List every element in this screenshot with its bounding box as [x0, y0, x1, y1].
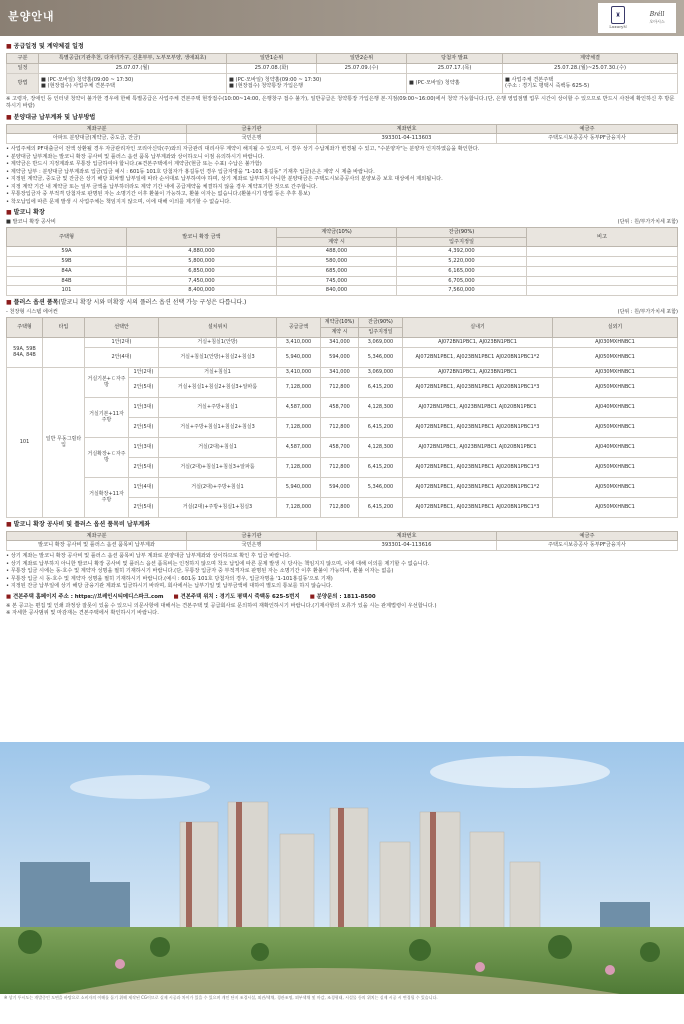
- th: 실외기: [553, 317, 678, 337]
- cell: 393301-04-113616: [317, 541, 497, 551]
- cell: 7,128,000: [277, 377, 321, 397]
- cell: 341,000: [321, 367, 359, 377]
- th: 계약 시: [321, 327, 359, 337]
- th: 일반2순위: [317, 53, 407, 63]
- th: 계좌번호: [317, 124, 497, 134]
- cell: 거실기본+ㄷ자주방: [85, 367, 129, 397]
- cell: 594,000: [321, 347, 359, 367]
- cell: 25.07.07.(월): [39, 63, 227, 73]
- main-content: [0, 36, 684, 618]
- option-account-table: [6, 531, 678, 552]
- brand-logos: [598, 3, 676, 33]
- cell: AJ040MXHNBC1: [553, 437, 678, 457]
- cell: 거실+주방+침실1+침실2+침실3: [159, 417, 277, 437]
- table-row: [7, 63, 678, 73]
- cell: 840,000: [277, 286, 397, 296]
- cell: 3,069,000: [359, 367, 403, 377]
- note-text: • 지정 계약 기간 내 계약금 또는 일부 금액을 납부하더라도 계약 기간 내에 공급계약을 체결하지 않을 경우 계약포기한 것으로 간주합니다.: [6, 183, 318, 190]
- cell: 594,000: [321, 477, 359, 497]
- th: 잔금(90%): [359, 317, 403, 327]
- table-header-row: [7, 531, 678, 541]
- bullet-icon: ■: [6, 299, 12, 307]
- th: 당첨자 발표: [407, 53, 503, 63]
- th: 잔금(90%): [397, 227, 527, 237]
- cell: 59A, 59B 84A, 84B: [7, 337, 43, 367]
- cell: 488,000: [277, 247, 397, 257]
- cell: 3,069,000: [359, 337, 403, 347]
- rendering-footnote: ※ 상기 투시도는 개발중인 도면을 바탕으로 소비자의 이해를 돕기 위해 제작된 CG이므로 실제 시공과 차이가 있을 수 있으며 개인 단지 조경시설, 외관/색채, 경관조명, 외부색채 및 마감, 조경형태, 시설물 등의 위치는 실제 시공 시 변경될 수 있습니다.: [4, 995, 438, 1000]
- note-text: • 상기 계좌로 납부하지 아니한 발코니 확장 공사비 및 플러스 옵션 품목비는 인정하지 않으며 착오 납입에 따른 문제 발생 시 당사는 책임지지 않으며, 이에 대해 이의를 제기할 수 없습니다.: [6, 560, 430, 567]
- cell: 712,800: [321, 417, 359, 437]
- brand-logo-2-mark: Bréll: [649, 11, 665, 19]
- cell: 5,220,000: [397, 257, 527, 267]
- table-row: [7, 397, 678, 417]
- cell: 1안(4대): [129, 477, 159, 497]
- brand-logo-2-text: 오아시스: [649, 18, 665, 24]
- cell: 6,415,200: [359, 377, 403, 397]
- th: 계약금(10%): [321, 317, 359, 327]
- th: 계좌구분: [7, 124, 187, 134]
- cell: AJ072BN1PBC1, AJ023BN1PBC1 AJ020BN1PBC1*3: [403, 417, 553, 437]
- cell: AJ050MXHNBC1: [553, 477, 678, 497]
- cell: 3,410,000: [277, 337, 321, 347]
- phone-text: 분양문의 : 1811-8500: [316, 593, 376, 600]
- cell-line: ■ (PC·모바일) 청약홈(09:00 ~ 17:30): [41, 76, 134, 83]
- th: 주택형: [7, 317, 43, 337]
- cell: 거실확장+11자주방: [85, 477, 129, 517]
- th: 금융기관: [187, 531, 317, 541]
- cell: AJ050MXHNBC1: [553, 457, 678, 477]
- table-row: [7, 541, 678, 551]
- crest-icon: ♜: [611, 6, 625, 24]
- cell: 거실+침실1(안방): [159, 337, 277, 347]
- options-subtitle: - 천장형 시스템 에어컨: [6, 309, 58, 315]
- cell: 2안(5대): [129, 457, 159, 477]
- table-row: [7, 247, 678, 257]
- cell: 5,940,000: [277, 347, 321, 367]
- cell: 거실기본+11자주방: [85, 397, 129, 437]
- cell: 3,410,000: [277, 367, 321, 377]
- table-row: [7, 437, 678, 457]
- complex-rendering-image: [0, 742, 684, 994]
- cell: 2안(5대): [129, 417, 159, 437]
- cell: 거실(2대)+주방+침실1: [159, 477, 277, 497]
- cell-line: (주소 : 경기도 평택시 죽백동 625-5): [505, 83, 590, 90]
- section-title-options: ■ 플러스 옵션 품목 (발코니 확장 시와 미확장 시의 플러스 옵션 선택 가능 구성은 다릅니다.): [6, 299, 247, 307]
- th: 타입: [43, 317, 85, 337]
- cell: AJ072BN1PBC1, AJ023BN1PBC1 AJ020BN1PBC1*3: [403, 457, 553, 477]
- table-row: [7, 134, 678, 144]
- cell: ■ (PC·모바일) 청약홈: [407, 73, 503, 93]
- cell: 5,800,000: [127, 257, 277, 267]
- cell: 1안(3대): [129, 437, 159, 457]
- note-text: ※ 자세한 공사범위 및 마감재는 견본주택에서 확인하시기 바랍니다.: [6, 610, 159, 617]
- cell: [527, 257, 678, 267]
- note-text: • 분양대금 납부계좌는 발코니 확장 공사비 및 플러스 옵션 품목 납부계좌와 상이하오니 이점 유의하시기 바랍니다.: [6, 153, 265, 160]
- section-title-option-account: ■ 발코니 확장 공사비 및 플러스 옵션 품목비 납부계좌: [6, 520, 151, 528]
- cell-line: ■ (현장접수) 청약통장 가입은행: [229, 83, 304, 90]
- th: 선택안: [85, 317, 159, 337]
- payment-account-table: [6, 124, 678, 145]
- th: 비고: [527, 227, 678, 247]
- homepage-link[interactable]: ■ 견본주택 홈페이지 주소 : https://브레인시티메디스파크.com: [6, 593, 164, 600]
- cell: AJ050MXHNBC1: [553, 497, 678, 517]
- cell-line: ■ (PC·모바일) 청약홈(09:00 ~ 17:30): [229, 76, 322, 83]
- cell: AJ030MXHNBC1: [553, 337, 678, 347]
- cell: [503, 73, 678, 93]
- options-subheader: [6, 309, 678, 317]
- options-unit: (단위 : 원/부가가치세 포함): [617, 309, 678, 315]
- cell: 6,415,200: [359, 417, 403, 437]
- cell: 4,392,000: [397, 247, 527, 257]
- table-row: [7, 367, 678, 377]
- cell: AJ072BN1PBC1, AJ023BN1PBC1 AJ020BN1PBC1: [403, 397, 553, 417]
- th: 일반1순위: [227, 53, 317, 63]
- table-row: [7, 266, 678, 276]
- th: 계약 시: [277, 237, 397, 247]
- payment-notes: [6, 146, 678, 206]
- cell: 1안(2대): [129, 367, 159, 377]
- th: 구분: [7, 53, 39, 63]
- schedule-table: [6, 53, 678, 94]
- note-text: • 착오납입에 따른 문제 발생 시 사업주체는 책임지지 않으며, 이에 대해 이의를 제기할 수 없습니다.: [6, 198, 231, 205]
- section-title-balcony: ■ 발코니 확장: [6, 209, 45, 217]
- options-table: [6, 317, 678, 518]
- cell: 국민은행: [187, 134, 317, 144]
- cell: AJ040MXHNBC1: [553, 397, 678, 417]
- cell: 발코니 확장 공사비 및 플러스 옵션 품목비 납부계좌: [7, 541, 187, 551]
- cell: 일정: [7, 63, 39, 73]
- cell: AJ072BN1PBC1, AJ023BN1PBC1: [403, 367, 553, 377]
- page-header: [0, 0, 684, 36]
- cell: 7,560,000: [397, 286, 527, 296]
- cell: [39, 73, 227, 93]
- schedule-note: [6, 96, 678, 111]
- th: 특별공급(기관추천, 다자녀가구, 신혼부부, 노부모부양, 생애최초): [39, 53, 227, 63]
- cell: 8,400,000: [127, 286, 277, 296]
- cell: 59A: [7, 247, 127, 257]
- cell: 일반 무동그릴타입: [43, 367, 85, 517]
- cell: 84B: [7, 276, 127, 286]
- cell: [527, 276, 678, 286]
- table-row: [7, 257, 678, 267]
- table-header-row: [7, 227, 678, 237]
- table-row: [7, 276, 678, 286]
- cell: 6,850,000: [127, 266, 277, 276]
- th: 주택형: [7, 227, 127, 247]
- note-text: ※ 본 공고는 편집 및 인쇄 과정상 잘못이 있을 수 있으니 의문사항에 대해서는 견본주택 및 공급회사로 문의하여 재확인하시기 바랍니다.(기재사항의 오류가 있을 시는 관계법령이 우선합니다.): [6, 602, 437, 609]
- table-row: [7, 347, 678, 367]
- cell: 6,705,000: [397, 276, 527, 286]
- cell: 25.07.08.(화): [227, 63, 317, 73]
- cell: 7,128,000: [277, 457, 321, 477]
- cell: AJ050MXHNBC1: [553, 417, 678, 437]
- cell: 2안(4대): [85, 347, 159, 367]
- bullet-icon: ■: [6, 113, 12, 121]
- balcony-subheader: [6, 219, 678, 227]
- th: 금융기관: [187, 124, 317, 134]
- cell: 712,800: [321, 497, 359, 517]
- cell: 5,940,000: [277, 477, 321, 497]
- bullet-icon: ■: [6, 43, 12, 50]
- cell: 1안(3대): [129, 397, 159, 417]
- cell: 거실(2대)+침실1+침실3+알파룸: [159, 457, 277, 477]
- table-row: [7, 337, 678, 347]
- homepage-text: 견본주택 홈페이지 주소 : https://브레인시티메디스파크.com: [12, 593, 164, 600]
- cell: AJ072BN1PBC1, AJ023BN1PBC1 AJ020BN1PBC1*3: [403, 497, 553, 517]
- cell: 393301-04-113603: [317, 134, 497, 144]
- cell: [227, 73, 407, 93]
- cell: [527, 266, 678, 276]
- th: 입주지정일: [397, 237, 527, 247]
- cell: AJ072BN1PBC1, AJ023BN1PBC1 AJ020BN1PBC1: [403, 437, 553, 457]
- th: 계좌번호: [317, 531, 497, 541]
- table-row: [7, 477, 678, 497]
- cell: 341,000: [321, 337, 359, 347]
- section-title-schedule: ■ 공급일정 및 계약체결 일정: [6, 43, 84, 50]
- option-account-notes: [6, 553, 678, 591]
- cell: 2안(5대): [129, 377, 159, 397]
- cell: 주택도시보증공사 동부PF금융지사: [497, 541, 678, 551]
- th: 예금주: [497, 531, 678, 541]
- cell: 거실+침실1+침실2+침실3+알파룸: [159, 377, 277, 397]
- note-text: • 사업주체의 PF대출금이 전액 상환될 경우 자금관리자인 코리아신탁(주)와의 자금관리 대리사무 계약이 해지될 수 있으며, 이 경우 상기 수납계좌가 변경될 수 있고, "수분양자"는 분양자 인지하였음을 확인한다.: [6, 146, 480, 153]
- brand-logo-2: [649, 12, 664, 24]
- cell: 거실확장+ㄷ자주방: [85, 437, 129, 477]
- cell: 4,880,000: [127, 247, 277, 257]
- cell: 712,800: [321, 457, 359, 477]
- th: 계약금(10%): [277, 227, 397, 237]
- cell: 25.07.28.(월)~25.07.30.(수): [503, 63, 678, 73]
- table-header-row: [7, 124, 678, 134]
- location-text: 견본주택 위치 : 경기도 평택시 죽백동 625-5번지: [180, 593, 300, 600]
- cell-line: ■ (현장접수) 사업주체 견본주택: [41, 83, 116, 90]
- th: 실내기: [403, 317, 553, 337]
- cell: AJ050MXHNBC1: [553, 377, 678, 397]
- note-text: • 계약금은 반드시 지정계좌로 무통장 입금하여야 합니다.(※견본주택에서 계약금(현금 또는 수표) 수납은 불가함): [6, 161, 262, 168]
- th: 계좌구분: [7, 531, 187, 541]
- cell: 4,587,000: [277, 397, 321, 417]
- balcony-subtitle: ■ 발코니 확장 공사비: [6, 219, 56, 226]
- cell: 7,128,000: [277, 497, 321, 517]
- cell: 458,700: [321, 437, 359, 457]
- rendering-svg: [0, 742, 684, 994]
- th: 예금주: [497, 124, 678, 134]
- options-title-note: (발코니 확장 시와 미확장 시의 플러스 옵션 선택 가능 구성은 다릅니다.): [58, 299, 247, 307]
- cell: 580,000: [277, 257, 397, 267]
- note-text: ※ 고령자, 장애인 등 인터넷 청약이 불가한 경우에 한해 특별공급은 사업주체 견본주택 현장접수(10:00~14:00, 은행창구 접수 불가), 일반공급은 청약통장 가입은행 본·지점(09:00~16:00)에서 청약 가능합니다.(단, 은행 영업점별 업무 시간이 상이할 수 있으므로 반드시 사전에 확인하신 후 방문하시기 바람): [6, 95, 675, 110]
- brand-logo-1: [609, 6, 627, 29]
- cell: 101: [7, 367, 43, 517]
- cell: 5,346,000: [359, 347, 403, 367]
- cell: [43, 337, 85, 367]
- cell: 5,346,000: [359, 477, 403, 497]
- balcony-unit: (단위 : 원/부가가치세 포함): [617, 219, 678, 226]
- th: 발코니 확장 금액: [127, 227, 277, 247]
- balcony-table: [6, 227, 678, 296]
- cell: 거실(2대)+주방+침실1+침실3: [159, 497, 277, 517]
- th: 계약체결: [503, 53, 678, 63]
- table-row: [7, 286, 678, 296]
- disclaimer: [6, 603, 678, 618]
- cell: 방법: [7, 73, 39, 93]
- cell: AJ050MXHNBC1: [553, 347, 678, 367]
- cell: 59B: [7, 257, 127, 267]
- cell: 거실+침실1: [159, 367, 277, 377]
- cell: 7,128,000: [277, 417, 321, 437]
- note-text: • 무통장 입금 시에는 동·호수 및 계약자 성명을 필히 기재하시기 바랍니다.(단, 무통장 입금자 중 부적격자로 판명된 자는 소명기간 이후 환불이 가능하며, 환불 이자는 없음): [6, 568, 394, 575]
- cell: 458,700: [321, 397, 359, 417]
- th: 설치위치: [159, 317, 277, 337]
- note-text: • 계약금 납부 : 분양대금 납부계좌로 입금(입금 예시 : 601동 101호 당첨자가 홍길동인 경우 입금자명을 "1-101 홍길동" 기재후 입금)은은 계약 시 제출 바랍니다.: [6, 168, 375, 175]
- cell-line: ■ 사업주체 견본주택: [505, 76, 554, 83]
- cell: AJ072BN1PBC1, AJ023BN1PBC1: [403, 337, 553, 347]
- cell: 101: [7, 286, 127, 296]
- page-title: 분양안내: [8, 10, 55, 23]
- cell: 주택도시보증공사 동부PF금융지사: [497, 134, 678, 144]
- bullet-icon: ■: [6, 209, 12, 217]
- cell: 4,587,000: [277, 437, 321, 457]
- note-text: • 무통장 입금 시 동·호수 및 계약자 성명을 필히 기재하시기 바랍니다.(예시 : 601동 101호 당첨자의 경우, 입금자명을 '1-101홍길동'으로 기재): [6, 575, 333, 582]
- cell: 25.07.09.(수): [317, 63, 407, 73]
- table-header-row: [7, 53, 678, 63]
- cell: 거실+주방+침실1: [159, 397, 277, 417]
- cell: 국민은행: [187, 541, 317, 551]
- cell: 1안(2대): [85, 337, 159, 347]
- cell: [527, 286, 678, 296]
- cell: AJ072BN1PBC1, AJ023BN1PBC1 AJ020BN1PBC1*2: [403, 477, 553, 497]
- cell: AJ030MXHNBC1: [553, 367, 678, 377]
- cell: 거실(2대)+침실1: [159, 437, 277, 457]
- cell: 685,000: [277, 266, 397, 276]
- brand-logo-1-text: LuxuryN: [609, 24, 627, 30]
- cell: 712,800: [321, 377, 359, 397]
- cell: 25.07.17.(목): [407, 63, 503, 73]
- note-text: • 지정된 잔금 납부일에 상기 해당 금융기관 계좌로 입금하시기 바라며, 회사에서는 납부기일 및 납부금액에 대하여 별도의 통보를 하지 않습니다.: [6, 583, 333, 590]
- cell: 아파트 분양대금(계약금, 중도금, 잔금): [7, 134, 187, 144]
- th: 공급금액: [277, 317, 321, 337]
- cell: 2안(5대): [129, 497, 159, 517]
- cell: 6,165,000: [397, 266, 527, 276]
- bullet-icon: ■: [6, 520, 12, 528]
- cell: 7,450,000: [127, 276, 277, 286]
- cell: 4,128,300: [359, 397, 403, 417]
- cell: 6,415,200: [359, 457, 403, 477]
- cell: 4,128,300: [359, 437, 403, 457]
- inquiry-phone: ■ 분양문의 : 1811-8500: [309, 593, 376, 600]
- section-title-payment: ■ 분양대금 납부계좌 및 납부방법: [6, 113, 96, 121]
- th: 입주지정일: [359, 327, 403, 337]
- contact-line: [6, 594, 678, 601]
- note-text: • 지정된 계약금, 중도금 및 잔금은 상기 해당 회차별 납부일에 따라 순서대로 납부하여야 하며, 상기 계좌로 납부하지 아니한 분양대금은 주택도시보증공사의 분양보증 보호 대상에서 제외됩니다.: [6, 176, 443, 183]
- cell: 84A: [7, 266, 127, 276]
- note-text: • 상기 계좌는 발코니 확장 공사비 및 플러스 옵션 품목비 납부 계좌로 분양대금 납부계좌와 상이하므로 확인 후 입금 바랍니다.: [6, 553, 291, 560]
- cell: 745,000: [277, 276, 397, 286]
- cell: [527, 247, 678, 257]
- table-row: [7, 73, 678, 93]
- cell: 6,415,200: [359, 497, 403, 517]
- cell: AJ072BN1PBC1, AJ023BN1PBC1 AJ020BN1PBC1*2: [403, 347, 553, 367]
- table-header-row: [7, 317, 678, 327]
- model-house-location: ■ 견본주택 위치 : 경기도 평택시 죽백동 625-5번지: [173, 593, 300, 600]
- note-text: • 무통장입금자 중 부적격 당첨자로 판명된 자는 소명기간 이후 환불이 가능하고, 환불 이자는 없습니다.(환불시기 방법 등은 추후 통보): [6, 191, 311, 198]
- cell: AJ072BN1PBC1, AJ023BN1PBC1 AJ020BN1PBC1*3: [403, 377, 553, 397]
- cell: 거실+침실1(안방)+침실2+침실3: [159, 347, 277, 367]
